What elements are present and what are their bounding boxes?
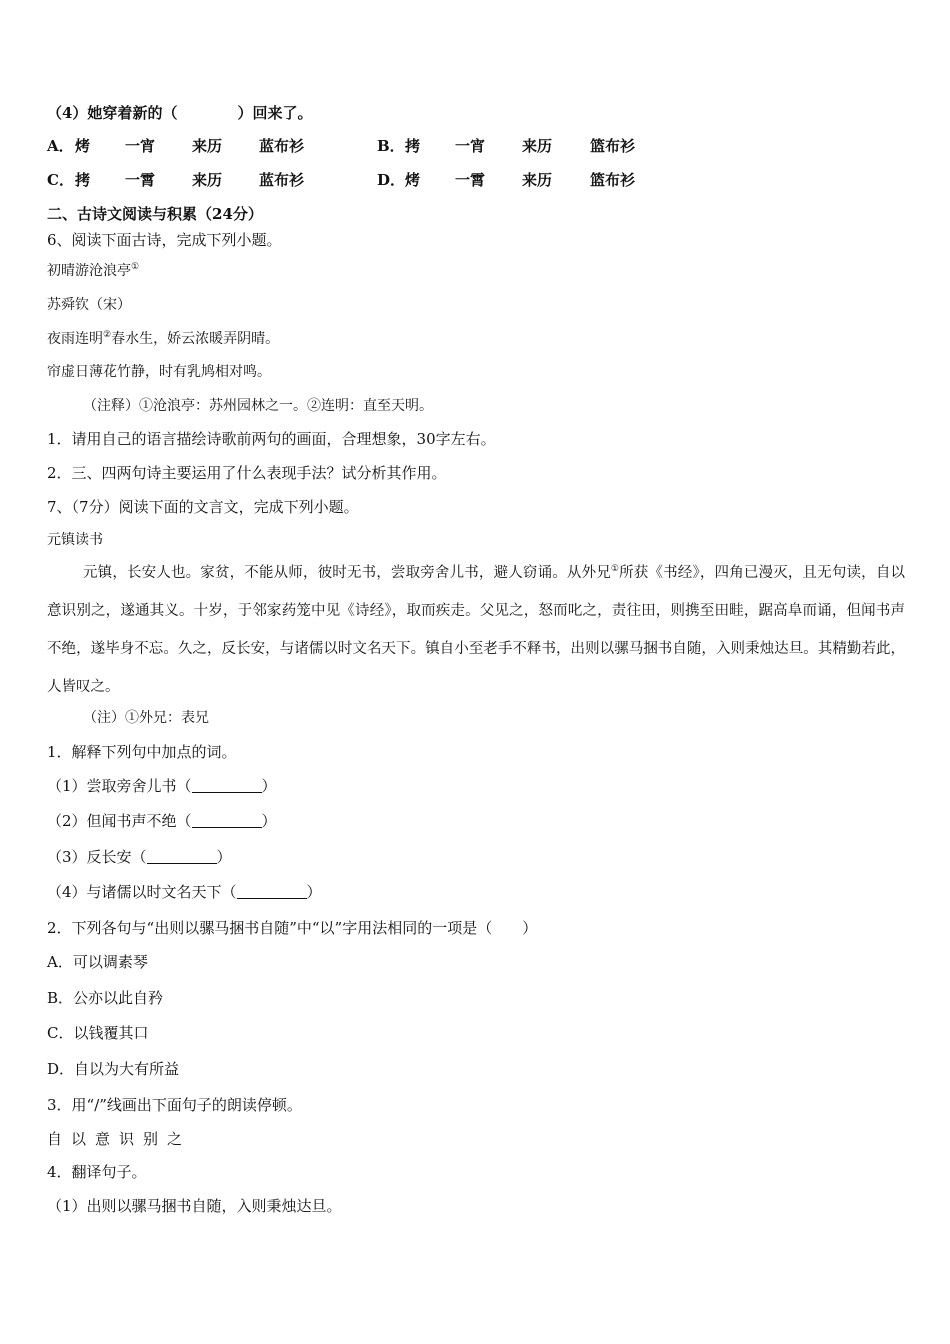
poem-title-footnote-mark: ① — [131, 262, 140, 272]
option-c-word-4: 蓝布衫 — [259, 171, 305, 189]
option-d-word-2: 一霄 — [455, 171, 486, 189]
question-7-intro: 7、（7分）阅读下面的文言文，完成下列小题。 — [47, 498, 359, 516]
question-7-sub-2: 2．下列各句与“出则以骡马捆书自随”中“以”字用法相同的一项是（ ） — [47, 919, 538, 937]
option-c-word-2: 一霄 — [125, 171, 156, 189]
poem-author: 苏舜钦（宋） — [47, 297, 131, 313]
option-a-word-3: 来历 — [192, 137, 223, 155]
close-paren: ） — [216, 848, 232, 866]
option-c-word-1: 拷 — [75, 171, 91, 189]
option-d-word-3: 来历 — [522, 171, 553, 189]
poem-line-1-part-a: 夜雨连明 — [47, 331, 103, 347]
choice-d: D．自以为大有所益 — [47, 1060, 180, 1078]
choice-c: C．以钱覆其口 — [47, 1024, 149, 1042]
poem-line-1-part-b: 春水生，娇云浓暖弄阴晴。 — [111, 331, 280, 347]
question-6-sub-2: 2．三、四两句诗主要运用了什么表现手法？试分析其作用。 — [47, 464, 447, 482]
word-item-4 — [47, 882, 322, 902]
passage-title: 元镇读书 — [47, 532, 103, 548]
translate-item-1: （1）出则以骡马捆书自随，入则秉烛达旦。 — [47, 1197, 342, 1215]
question-6-sub-1: 1．请用自己的语言描绘诗歌前两句的画面，合理想象，30字左右。 — [47, 430, 496, 448]
poem-title — [47, 261, 139, 281]
word-item-1 — [47, 776, 277, 796]
word-item-1-text: （1）尝取旁舍儿书（ — [47, 777, 192, 795]
passage-footnote-mark: ① — [610, 564, 620, 574]
word-item-3 — [47, 847, 232, 867]
answer-blank[interactable] — [237, 884, 307, 899]
word-item-2-text: （2）但闻书声不绝（ — [47, 812, 192, 830]
option-b-word-4: 篮布衫 — [590, 137, 636, 155]
option-b-letter: B． — [377, 137, 405, 155]
pause-sentence: 自以意识别之 — [47, 1130, 192, 1148]
passage-body-part-b: 所获《书经》，四角已漫灭，且无句读，自以意识别之，遂通其义。十岁，于邻家药笼中见《诗经》，取而疾走。父见之，怒而叱之，责往田，则携至田畦，踞高阜而诵，但闻书声不绝，遂毕身不忘。久之，反长安，与诸儒以时文名天下。镇自小至老手不释书，出则以骡马捆书自随，入则秉烛达旦。其精勤若此，人皆叹之。 — [47, 565, 906, 695]
option-d-word-1: 烤 — [405, 171, 421, 189]
option-a-word-2: 一宵 — [125, 137, 156, 155]
option-c-letter: C． — [47, 171, 74, 189]
poem-title-text: 初晴游沧浪亭 — [47, 263, 131, 279]
question-7-sub-3: 3．用“/”线画出下面句子的朗读停顿。 — [47, 1096, 302, 1114]
passage-body-part-a: 元镇，长安人也。家贫，不能从师，彼时无书，尝取旁舍儿书，避人窃诵。从外兄 — [83, 565, 611, 581]
option-d-letter: D． — [377, 171, 406, 189]
word-item-3-text: （3）反长安（ — [47, 848, 147, 866]
option-d-word-4: 篮布衫 — [590, 171, 636, 189]
choice-b: B．公亦以此自矜 — [47, 989, 164, 1007]
question-4-stem: （4）她穿着新的（ ）回来了。 — [47, 104, 313, 122]
option-a-word-4: 蓝布衫 — [259, 137, 305, 155]
close-paren: ） — [306, 883, 322, 901]
word-item-4-text: （4）与诸儒以时文名天下（ — [47, 883, 237, 901]
question-7-sub-1: 1．解释下列句中加点的词。 — [47, 743, 237, 761]
option-a-word-1: 烤 — [75, 137, 91, 155]
close-paren: ） — [261, 777, 277, 795]
close-paren: ） — [261, 812, 277, 830]
poem-line-1 — [47, 329, 279, 349]
option-b-word-2: 一宵 — [455, 137, 486, 155]
answer-blank[interactable] — [147, 849, 217, 864]
poem-annotation: （注释）①沧浪亭：苏州园林之一。②连明：直至天明。 — [83, 398, 433, 414]
answer-blank[interactable] — [192, 778, 262, 793]
option-b-word-3: 来历 — [522, 137, 553, 155]
poem-line-2: 帘虚日薄花竹静，时有乳鸠相对鸣。 — [47, 364, 271, 380]
poem-line-1-footnote-mark: ② — [103, 330, 112, 340]
option-b-word-1: 拷 — [405, 137, 421, 155]
option-a-letter: A． — [47, 137, 74, 155]
choice-a: A．可以调素琴 — [47, 953, 148, 971]
word-item-2 — [47, 811, 277, 831]
section-heading: 二、古诗文阅读与积累（24分） — [47, 205, 263, 223]
passage-body — [47, 554, 905, 706]
option-c-word-3: 来历 — [192, 171, 223, 189]
passage-note: （注）①外兄：表兄 — [83, 710, 209, 726]
question-6-intro: 6、阅读下面古诗，完成下列小题。 — [47, 231, 282, 249]
answer-blank[interactable] — [192, 813, 262, 828]
question-7-sub-4: 4．翻译句子。 — [47, 1163, 147, 1181]
